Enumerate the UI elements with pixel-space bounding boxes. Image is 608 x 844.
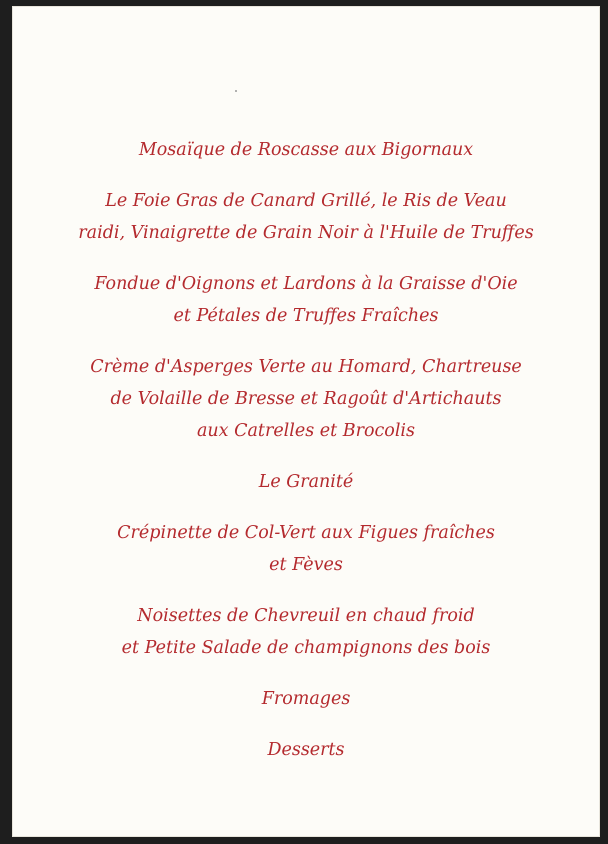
- course-line: Le Granité: [258, 472, 354, 492]
- course-7: [36, 600, 576, 664]
- course-line: Crème d'Asperges Verte au Homard, Chartreuse: [90, 357, 522, 377]
- paper-speck: [235, 90, 237, 92]
- course-line: Crépinette de Col-Vert aux Figues fraîches: [117, 523, 495, 543]
- course-5: [36, 466, 576, 498]
- menu-card: [12, 6, 600, 837]
- course-line: Fromages: [261, 689, 351, 709]
- course-6: [36, 517, 576, 581]
- course-2: [36, 185, 576, 249]
- course-8: [36, 683, 576, 715]
- course-line: Le Foie Gras de Canard Grillé, le Ris de Veau: [105, 191, 507, 211]
- course-line: Desserts: [267, 740, 345, 760]
- course-line: et Fèves: [269, 555, 343, 575]
- course-line: raidi, Vinaigrette de Grain Noir à l'Huile de Truffes: [78, 223, 534, 243]
- course-line: Noisettes de Chevreuil en chaud froid: [137, 606, 475, 626]
- course-line: et Pétales de Truffes Fraîches: [173, 306, 439, 326]
- course-line: Mosaïque de Roscasse aux Bigornaux: [138, 140, 474, 160]
- course-4: [36, 351, 576, 447]
- course-line: et Petite Salade de champignons des bois: [121, 638, 491, 658]
- course-line: de Volaille de Bresse et Ragoût d'Artichauts: [110, 389, 502, 409]
- course-1: [36, 134, 576, 166]
- course-line: aux Catrelles et Brocolis: [196, 421, 416, 441]
- course-9: [36, 734, 576, 766]
- course-3: [36, 268, 576, 332]
- course-line: Fondue d'Oignons et Lardons à la Graisse d'Oie: [94, 274, 518, 294]
- menu-courses: [12, 134, 600, 785]
